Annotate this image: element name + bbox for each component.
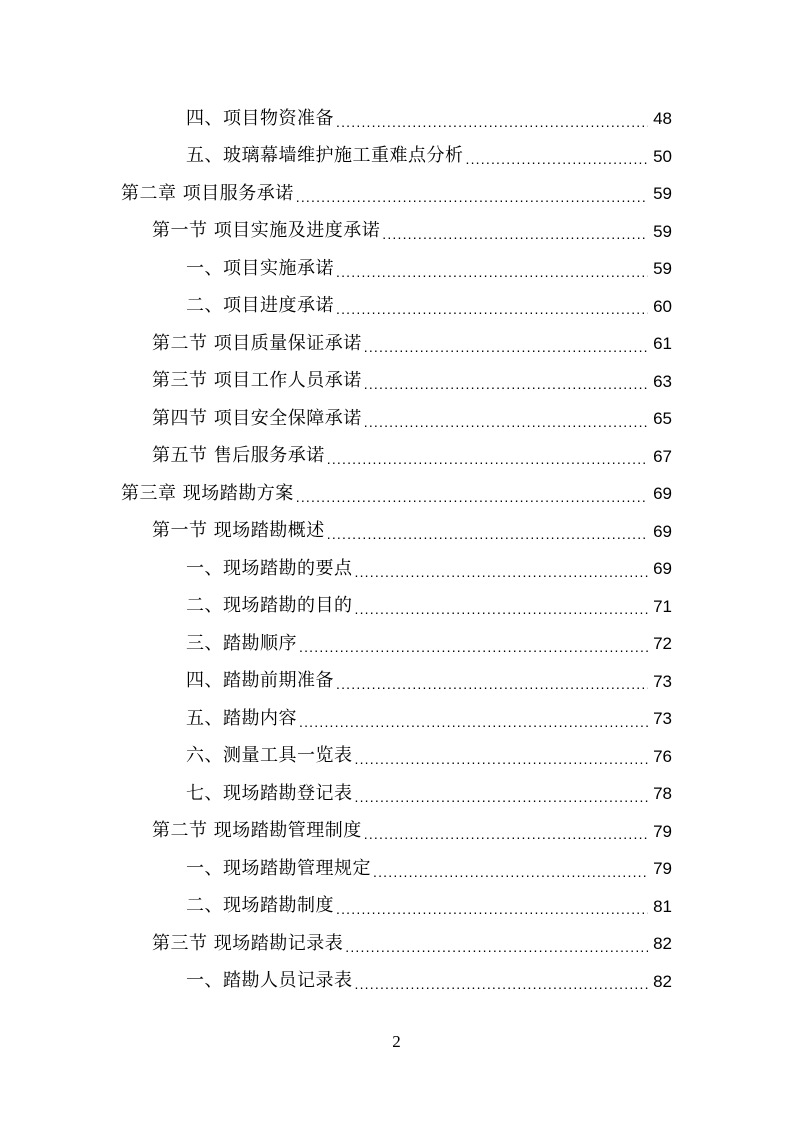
toc-entry-title: 第三节 项目工作人员承诺: [152, 370, 362, 392]
toc-entry[interactable]: [0, 325, 793, 363]
toc-entry-page: 50: [653, 146, 672, 166]
toc-entry-page: 81: [653, 896, 672, 916]
toc-entry-title: 六、测量工具一览表: [186, 745, 353, 767]
table-of-contents: [0, 100, 793, 1000]
toc-entry-page: 82: [653, 934, 672, 954]
toc-entry-page: 59: [653, 221, 672, 241]
toc-entry-page: 79: [653, 859, 672, 879]
toc-entry[interactable]: [0, 963, 793, 1001]
toc-entry[interactable]: [0, 438, 793, 476]
toc-entry-title: 第二节 项目质量保证承诺: [152, 332, 362, 354]
toc-entry-page: 82: [653, 971, 672, 991]
toc-dot-leader: [364, 827, 648, 841]
toc-entry-title: 一、项目实施承诺: [186, 257, 334, 279]
toc-dot-leader: [355, 602, 649, 616]
toc-entry-title: 第一节 项目实施及进度承诺: [152, 220, 381, 242]
toc-dot-leader: [373, 865, 648, 879]
toc-dot-leader: [364, 340, 648, 354]
toc-entry-page: 73: [653, 709, 672, 729]
toc-entry-title: 四、项目物资准备: [186, 107, 334, 129]
toc-entry-title: 一、现场踏勘的要点: [186, 557, 353, 579]
toc-dot-leader: [336, 265, 648, 279]
toc-entry-page: 60: [653, 296, 672, 316]
toc-entry-page: 65: [653, 409, 672, 429]
toc-dot-leader: [296, 190, 648, 204]
toc-entry-title: 第五节 售后服务承诺: [152, 445, 325, 467]
toc-entry[interactable]: [0, 888, 793, 926]
toc-entry-title: 第二章 项目服务承诺: [121, 182, 294, 204]
toc-entry-page: 69: [653, 521, 672, 541]
toc-dot-leader: [336, 677, 648, 691]
toc-dot-leader: [299, 640, 648, 654]
toc-dot-leader: [382, 227, 648, 241]
toc-dot-leader: [336, 115, 648, 129]
toc-entry-title: 第二节 现场踏勘管理制度: [152, 820, 362, 842]
toc-entry[interactable]: [0, 363, 793, 401]
toc-entry[interactable]: [0, 588, 793, 626]
toc-entry-page: 79: [653, 821, 672, 841]
toc-entry[interactable]: [0, 400, 793, 438]
toc-entry[interactable]: [0, 213, 793, 251]
toc-entry-page: 71: [653, 596, 672, 616]
toc-dot-leader: [364, 415, 648, 429]
toc-dot-leader: [336, 902, 648, 916]
toc-entry[interactable]: [0, 175, 793, 213]
toc-entry-page: 72: [653, 634, 672, 654]
toc-entry[interactable]: [0, 475, 793, 513]
toc-entry-title: 二、项目进度承诺: [186, 295, 334, 317]
toc-dot-leader: [355, 977, 649, 991]
toc-entry-title: 五、玻璃幕墙维护施工重难点分析: [186, 145, 464, 167]
toc-entry[interactable]: [0, 738, 793, 776]
toc-entry-page: 73: [653, 671, 672, 691]
toc-entry-title: 第三节 现场踏勘记录表: [152, 932, 344, 954]
toc-entry-title: 二、现场踏勘制度: [186, 895, 334, 917]
toc-entry-page: 67: [653, 446, 672, 466]
page-number: 2: [392, 1032, 401, 1051]
toc-entry-title: 五、踏勘内容: [186, 707, 297, 729]
toc-entry-page: 78: [653, 784, 672, 804]
toc-entry[interactable]: [0, 288, 793, 326]
toc-entry-title: 一、踏勘人员记录表: [186, 970, 353, 992]
toc-entry-page: 63: [653, 371, 672, 391]
toc-entry-page: 76: [653, 746, 672, 766]
toc-dot-leader: [296, 490, 648, 504]
toc-entry-title: 第四节 项目安全保障承诺: [152, 407, 362, 429]
toc-entry-title: 第三章 现场踏勘方案: [121, 482, 294, 504]
toc-entry[interactable]: [0, 700, 793, 738]
toc-entry-page: 69: [653, 484, 672, 504]
toc-entry[interactable]: [0, 813, 793, 851]
toc-entry-title: 三、踏勘顺序: [186, 632, 297, 654]
toc-dot-leader: [299, 715, 648, 729]
toc-dot-leader: [355, 790, 649, 804]
toc-entry-page: 59: [653, 184, 672, 204]
toc-dot-leader: [327, 452, 648, 466]
toc-dot-leader: [364, 377, 648, 391]
toc-entry[interactable]: [0, 513, 793, 551]
toc-dot-leader: [345, 940, 648, 954]
toc-entry[interactable]: [0, 550, 793, 588]
toc-entry-page: 48: [653, 109, 672, 129]
toc-entry-title: 第一节 现场踏勘概述: [152, 520, 325, 542]
toc-entry-title: 二、现场踏勘的目的: [186, 595, 353, 617]
toc-entry[interactable]: [0, 100, 793, 138]
toc-entry-title: 四、踏勘前期准备: [186, 670, 334, 692]
toc-entry[interactable]: [0, 925, 793, 963]
toc-dot-leader: [327, 527, 648, 541]
toc-dot-leader: [466, 152, 649, 166]
toc-entry[interactable]: [0, 850, 793, 888]
toc-entry-page: 61: [653, 334, 672, 354]
toc-entry[interactable]: [0, 250, 793, 288]
toc-dot-leader: [355, 752, 649, 766]
toc-entry[interactable]: [0, 663, 793, 701]
toc-entry[interactable]: [0, 775, 793, 813]
toc-dot-leader: [336, 302, 648, 316]
toc-entry[interactable]: [0, 138, 793, 176]
toc-entry-page: 69: [653, 559, 672, 579]
toc-entry-page: 59: [653, 259, 672, 279]
toc-entry-title: 七、现场踏勘登记表: [186, 782, 353, 804]
toc-entry-title: 一、现场踏勘管理规定: [186, 857, 371, 879]
toc-dot-leader: [355, 565, 649, 579]
toc-entry[interactable]: [0, 625, 793, 663]
